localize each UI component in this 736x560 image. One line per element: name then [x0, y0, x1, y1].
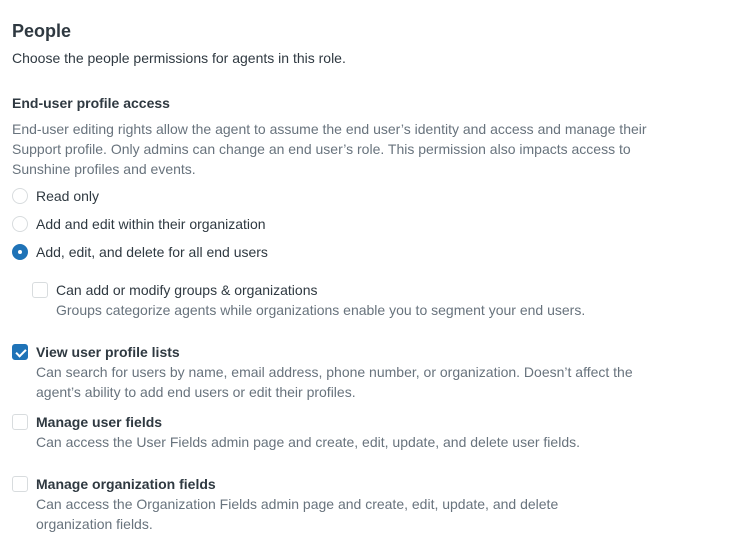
groups-orgs-row[interactable] [32, 280, 585, 300]
end-user-access-title: End-user profile access [12, 95, 170, 111]
radio-add-edit-delete-all-control[interactable] [12, 244, 28, 260]
manage-organization-fields-row[interactable] [12, 474, 632, 494]
radio-add-edit-delete-all[interactable] [12, 242, 268, 262]
manage-organization-fields-option [12, 474, 632, 534]
manage-user-fields-checkbox[interactable] [12, 414, 28, 430]
manage-organization-fields-help: Can access the Organization Fields admin page and create, edit, update, and delete organization fields. [36, 496, 559, 532]
page-title: People [12, 21, 72, 41]
radio-label: Add, edit, and delete for all end users [36, 244, 268, 260]
view-user-profile-lists-label: View user profile lists [36, 344, 180, 360]
groups-orgs-option [32, 280, 585, 320]
radio-read-only-control[interactable] [12, 188, 28, 204]
page-description: Choose the people permissions for agents in this role. [12, 50, 346, 66]
view-user-profile-lists-checkbox[interactable] [12, 344, 28, 360]
view-user-profile-lists-help: Can search for users by name, email address, phone number, or organization. Doesn’t affect the agent’s ability to add end users or edit their profiles. [36, 364, 633, 400]
radio-label: Read only [36, 188, 100, 204]
groups-orgs-label: Can add or modify groups & organizations [56, 282, 318, 298]
manage-user-fields-label: Manage user fields [36, 414, 163, 430]
end-user-access-description: End-user editing rights allow the agent to assume the end user’s identity and access and manage their Support profile. Only admins can change an end user’s role. This permission also impacts access to Sunshine profiles and events. [12, 121, 647, 177]
radio-add-edit-org-control[interactable] [12, 216, 28, 232]
radio-read-only[interactable] [12, 186, 99, 206]
view-user-profile-lists-row[interactable] [12, 342, 672, 362]
manage-organization-fields-label: Manage organization fields [36, 476, 216, 492]
view-user-profile-lists-option [12, 342, 672, 402]
manage-user-fields-help: Can access the User Fields admin page and create, edit, update, and delete user fields. [36, 434, 580, 450]
radio-label: Add and edit within their organization [36, 216, 266, 232]
radio-add-edit-org[interactable] [12, 214, 266, 234]
manage-user-fields-option [12, 412, 672, 452]
groups-orgs-help: Groups categorize agents while organizations enable you to segment your end users. [56, 302, 586, 318]
manage-user-fields-row[interactable] [12, 412, 672, 432]
groups-orgs-checkbox[interactable] [32, 282, 48, 298]
manage-organization-fields-checkbox[interactable] [12, 476, 28, 492]
